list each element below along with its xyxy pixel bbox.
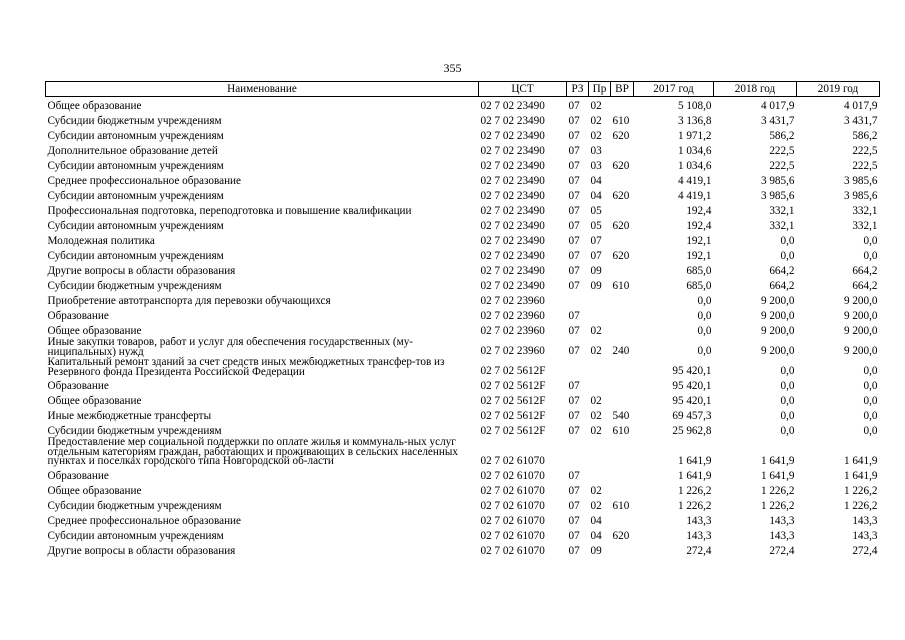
- table-row: [46, 202, 880, 217]
- row-2019: 143,3: [852, 529, 878, 542]
- row-name: Молодежная политика: [47, 235, 155, 247]
- row-cst: 02 7 02 5612F: [480, 380, 546, 392]
- row-vr: [611, 377, 634, 392]
- row-2017: 95 420,1: [672, 395, 712, 407]
- table-row: [46, 407, 880, 422]
- row-2018: 9 200,0: [760, 295, 795, 307]
- row-2017: 1 226,2: [677, 484, 712, 497]
- row-2019: 0,0: [863, 380, 878, 392]
- row-vr: [611, 172, 634, 187]
- row-2018: 272,4: [769, 544, 795, 557]
- row-pr: 09: [590, 265, 602, 277]
- table-row: [46, 142, 880, 157]
- row-2017: 192,4: [686, 220, 712, 232]
- row-name: Приобретение автотранспорта для перевозки обучающихся: [47, 295, 331, 307]
- row-name: Образование: [47, 469, 109, 482]
- row-rz: 07: [568, 280, 580, 292]
- table-header-row: [46, 82, 880, 97]
- row-2017: 5 108,0: [677, 100, 712, 112]
- row-cst: 02 7 02 23490: [480, 160, 545, 172]
- row-2017: 69 457,3: [672, 410, 712, 422]
- row-2019: 0,0: [863, 365, 878, 377]
- row-rz: 07: [568, 395, 580, 407]
- row-rz: 07: [568, 235, 580, 247]
- row-cst: 02 7 02 23490: [480, 265, 545, 277]
- row-name: Субсидии бюджетным учреждениям: [47, 425, 222, 437]
- row-2018: 332,1: [769, 205, 795, 217]
- row-2018: 664,2: [769, 265, 795, 277]
- row-name: Субсидии бюджетным учреждениям: [47, 280, 222, 292]
- row-2017: 4 419,1: [677, 190, 712, 202]
- row-name: Образование: [47, 380, 109, 392]
- row-pr: 04: [590, 190, 602, 202]
- row-pr: 02: [590, 345, 602, 357]
- row-2018: 4 017,9: [760, 100, 795, 112]
- row-pr: 07: [590, 250, 602, 262]
- row-name: Субсидии автономным учреждениям: [47, 190, 224, 202]
- row-2017: 95 420,1: [672, 380, 712, 392]
- row-pr: 02: [590, 499, 602, 512]
- table-row: [46, 527, 880, 542]
- row-pr: [589, 357, 611, 377]
- row-rz: 07: [568, 160, 580, 172]
- table-row: [46, 512, 880, 527]
- row-2017: 272,4: [686, 544, 712, 557]
- row-vr: 620: [612, 130, 630, 142]
- table-row: [46, 292, 880, 307]
- row-2018: 0,0: [780, 365, 795, 377]
- row-name: Общее образование: [47, 395, 142, 407]
- row-name: Другие вопросы в области образования: [47, 265, 236, 277]
- table-row: [46, 247, 880, 262]
- table-row: [46, 97, 880, 113]
- row-name: Образование: [47, 310, 109, 322]
- row-2019: 272,4: [852, 544, 878, 557]
- row-name: Субсидии автономным учреждениям: [47, 250, 224, 262]
- row-pr: 04: [590, 514, 602, 527]
- row-cst: 02 7 02 23490: [480, 280, 545, 292]
- row-pr: 04: [590, 175, 602, 187]
- row-2018: 9 200,0: [760, 310, 795, 322]
- row-2017: 192,4: [686, 205, 712, 217]
- page-number: 355: [443, 61, 462, 75]
- table-row: [46, 392, 880, 407]
- row-name: Дополнительное образование детей: [47, 145, 218, 157]
- row-vr: 620: [612, 160, 630, 172]
- row-vr: [611, 392, 634, 407]
- row-2017: 1 641,9: [677, 469, 712, 482]
- row-2019: 4 017,9: [843, 100, 878, 112]
- row-2017: 3 136,8: [677, 115, 712, 127]
- row-cst: 02 7 02 23490: [480, 205, 545, 217]
- row-cst: 02 7 02 61070: [480, 529, 545, 542]
- row-2018: 3 431,7: [760, 115, 795, 127]
- row-pr: 05: [590, 220, 602, 232]
- row-cst: 02 7 02 23490: [480, 235, 545, 247]
- row-vr: [611, 202, 634, 217]
- row-vr: [611, 467, 634, 482]
- row-name: Субсидии бюджетным учреждениям: [47, 499, 222, 512]
- table-row: [46, 337, 880, 357]
- row-2018: 143,3: [769, 529, 795, 542]
- row-name: Субсидии автономным учреждениям: [47, 220, 224, 232]
- row-rz: 07: [568, 100, 580, 112]
- row-rz: 07: [568, 310, 580, 322]
- row-vr: [611, 97, 634, 113]
- row-2018: 0,0: [780, 250, 795, 262]
- row-pr: 09: [590, 280, 602, 292]
- table-row: [46, 542, 880, 557]
- table-row: [46, 232, 880, 247]
- row-cst: 02 7 02 61070: [480, 469, 545, 482]
- row-cst: 02 7 02 61070: [480, 544, 545, 557]
- row-vr: [611, 262, 634, 277]
- table-row: [46, 112, 880, 127]
- row-rz: 07: [568, 265, 580, 277]
- row-pr: 02: [590, 115, 602, 127]
- table-row: [46, 437, 880, 467]
- row-2017: 0,0: [697, 345, 712, 357]
- row-pr: 03: [590, 160, 602, 172]
- row-pr: 02: [590, 100, 602, 112]
- row-2019: 3 985,6: [843, 175, 878, 187]
- row-2018: 1 226,2: [760, 499, 795, 512]
- header-rz: РЗ: [567, 82, 589, 97]
- row-vr: [611, 512, 634, 527]
- row-name: Субсидии бюджетным учреждениям: [47, 115, 222, 127]
- row-pr: 02: [590, 130, 602, 142]
- row-2017: 0,0: [697, 295, 712, 307]
- table-row: [46, 322, 880, 337]
- row-vr: 540: [612, 410, 630, 422]
- row-rz: 07: [568, 250, 580, 262]
- row-2017: 1 226,2: [677, 499, 712, 512]
- row-2017: 0,0: [697, 310, 712, 322]
- row-vr: [611, 292, 634, 307]
- row-rz: 07: [568, 145, 580, 157]
- row-vr: 610: [612, 115, 630, 127]
- row-rz: [567, 437, 589, 467]
- row-2017: 192,1: [686, 250, 712, 262]
- row-2018: 222,5: [769, 145, 795, 157]
- row-name: Общее образование: [47, 325, 142, 337]
- row-2018: 586,2: [769, 130, 795, 142]
- row-2019: 664,2: [852, 280, 878, 292]
- row-2019: 3 431,7: [843, 115, 878, 127]
- row-2018: 143,3: [769, 514, 795, 527]
- table-row: [46, 217, 880, 232]
- row-cst: 02 7 02 23490: [480, 100, 545, 112]
- row-2019: 1 641,9: [843, 469, 878, 482]
- row-pr: 09: [590, 544, 602, 557]
- row-2018: 9 200,0: [760, 325, 795, 337]
- row-rz: 07: [568, 484, 580, 497]
- row-rz: 07: [568, 115, 580, 127]
- row-cst: 02 7 02 5612F: [480, 425, 546, 437]
- row-name: Другие вопросы в области образования: [47, 544, 236, 557]
- row-cst: 02 7 02 5612F: [480, 395, 546, 407]
- table-body: [46, 97, 880, 557]
- table-row: [46, 482, 880, 497]
- row-2019: 9 200,0: [843, 345, 878, 357]
- row-name: Иные закупки товаров, работ и услуг для обеспечения государственных (му-ниципальных) нужд: [47, 337, 414, 357]
- row-cst: 02 7 02 23490: [480, 220, 545, 232]
- table-row: [46, 262, 880, 277]
- row-2019: 664,2: [852, 265, 878, 277]
- row-pr: 02: [590, 395, 602, 407]
- row-2019: 586,2: [852, 130, 878, 142]
- row-pr: [589, 437, 611, 467]
- row-rz: 07: [568, 190, 580, 202]
- table-row: [46, 422, 880, 437]
- row-rz: 07: [568, 499, 580, 512]
- row-2018: 0,0: [780, 410, 795, 422]
- row-pr: 02: [590, 325, 602, 337]
- header-2019: 2019 год: [797, 82, 880, 97]
- row-cst: 02 7 02 61070: [480, 499, 545, 512]
- row-rz: [567, 292, 589, 307]
- table-row: [46, 357, 880, 377]
- row-2019: 332,1: [852, 220, 878, 232]
- row-pr: [589, 307, 611, 322]
- row-vr: [611, 307, 634, 322]
- row-2018: 1 226,2: [760, 484, 795, 497]
- row-2017: 0,0: [697, 325, 712, 337]
- row-pr: [589, 467, 611, 482]
- table-row: [46, 127, 880, 142]
- row-2017: 4 419,1: [677, 175, 712, 187]
- row-rz: 07: [568, 425, 580, 437]
- row-2019: 0,0: [863, 235, 878, 247]
- row-vr: 240: [612, 345, 630, 357]
- row-2019: 0,0: [863, 410, 878, 422]
- row-2019: 0,0: [863, 395, 878, 407]
- row-2018: 0,0: [780, 380, 795, 392]
- table-row: [46, 157, 880, 172]
- row-rz: 07: [568, 514, 580, 527]
- table-row: [46, 172, 880, 187]
- row-cst: 02 7 02 61070: [480, 514, 545, 527]
- row-rz: 07: [568, 130, 580, 142]
- row-2017: 1 034,6: [677, 160, 712, 172]
- row-vr: 610: [612, 425, 630, 437]
- row-pr: 04: [590, 529, 602, 542]
- row-name: Профессиональная подготовка, переподготовка и повышение квалификации: [47, 205, 412, 217]
- table-row: [46, 277, 880, 292]
- row-cst: 02 7 02 61070: [480, 454, 545, 467]
- row-rz: 07: [568, 205, 580, 217]
- row-cst: 02 7 02 23490: [480, 250, 545, 262]
- row-2019: 332,1: [852, 205, 878, 217]
- row-2017: 143,3: [686, 514, 712, 527]
- row-rz: 07: [568, 380, 580, 392]
- row-pr: [589, 377, 611, 392]
- row-name: Среднее профессиональное образование: [47, 175, 242, 187]
- row-2018: 3 985,6: [760, 175, 795, 187]
- row-2019: 1 226,2: [843, 499, 878, 512]
- row-name: Среднее профессиональное образование: [47, 514, 242, 527]
- row-pr: 02: [590, 425, 602, 437]
- row-2017: 95 420,1: [672, 365, 712, 377]
- row-pr: 02: [590, 410, 602, 422]
- row-cst: 02 7 02 23490: [480, 175, 545, 187]
- row-vr: 610: [612, 499, 630, 512]
- row-vr: 620: [612, 190, 630, 202]
- row-vr: [611, 482, 634, 497]
- row-name: Субсидии автономным учреждениям: [47, 160, 224, 172]
- row-name: Субсидии автономным учреждениям: [47, 529, 224, 542]
- table-row: [46, 467, 880, 482]
- row-rz: 07: [568, 529, 580, 542]
- row-2019: 1 641,9: [843, 454, 878, 467]
- row-2019: 222,5: [852, 145, 878, 157]
- table-row: [46, 187, 880, 202]
- row-name: Капитальный ремонт зданий за счет средств иных межбюджетных трансфер-тов из Резервного фонда Президента Российской Федерации: [47, 357, 445, 377]
- row-2017: 1 034,6: [677, 145, 712, 157]
- row-rz: 07: [568, 544, 580, 557]
- row-vr: 620: [612, 220, 630, 232]
- row-vr: 620: [612, 250, 630, 262]
- row-rz: 07: [568, 345, 580, 357]
- row-pr: 07: [590, 235, 602, 247]
- row-cst: 02 7 02 23960: [480, 295, 545, 307]
- row-name: Субсидии автономным учреждениям: [47, 130, 224, 142]
- row-2019: 1 226,2: [843, 484, 878, 497]
- row-vr: 610: [612, 280, 630, 292]
- row-cst: 02 7 02 61070: [480, 484, 545, 497]
- row-2018: 0,0: [780, 395, 795, 407]
- row-2017: 143,3: [686, 529, 712, 542]
- row-cst: 02 7 02 23960: [480, 345, 545, 357]
- row-2018: 0,0: [780, 235, 795, 247]
- row-name: Предоставление мер социальной поддержки по оплате жилья и коммуналь-ных услуг отдельным категориям граждан, работающих и проживающих в сельских населенных пунктах и поселках городского типа Новгородской об-ласти: [47, 437, 458, 467]
- row-rz: 07: [568, 175, 580, 187]
- row-2017: 192,1: [686, 235, 712, 247]
- row-2018: 664,2: [769, 280, 795, 292]
- row-2019: 143,3: [852, 514, 878, 527]
- row-rz: 07: [568, 410, 580, 422]
- row-2019: 3 985,6: [843, 190, 878, 202]
- row-2018: 0,0: [780, 425, 795, 437]
- row-2018: 3 985,6: [760, 190, 795, 202]
- row-cst: 02 7 02 5612F: [480, 365, 546, 377]
- row-rz: 07: [568, 325, 580, 337]
- row-vr: [611, 357, 634, 377]
- row-2019: 222,5: [852, 160, 878, 172]
- budget-table: [45, 81, 880, 557]
- row-2019: 9 200,0: [843, 295, 878, 307]
- row-2017: 685,0: [686, 265, 712, 277]
- table-row: [46, 377, 880, 392]
- row-2018: 222,5: [769, 160, 795, 172]
- row-vr: [611, 542, 634, 557]
- header-2018: 2018 год: [714, 82, 797, 97]
- row-name: Иные межбюджетные трансферты: [47, 410, 212, 422]
- row-pr: 02: [590, 484, 602, 497]
- row-pr: 03: [590, 145, 602, 157]
- table-row: [46, 497, 880, 512]
- row-vr: [611, 322, 634, 337]
- row-cst: 02 7 02 23960: [480, 310, 545, 322]
- row-2017: 685,0: [686, 280, 712, 292]
- row-vr: [611, 437, 634, 467]
- header-cst: ЦСТ: [479, 82, 567, 97]
- row-cst: 02 7 02 23490: [480, 145, 545, 157]
- header-name: Наименование: [46, 82, 479, 97]
- row-vr: 620: [612, 529, 630, 542]
- row-2019: 9 200,0: [843, 325, 878, 337]
- header-pr: Пр: [589, 82, 611, 97]
- row-pr: [589, 292, 611, 307]
- row-rz: [567, 357, 589, 377]
- row-cst: 02 7 02 23490: [480, 190, 545, 202]
- row-2018: 1 641,9: [760, 469, 795, 482]
- row-2018: 9 200,0: [760, 345, 795, 357]
- row-2019: 0,0: [863, 250, 878, 262]
- header-2017: 2017 год: [634, 82, 714, 97]
- row-2018: 1 641,9: [760, 454, 795, 467]
- header-vr: ВР: [611, 82, 634, 97]
- row-2019: 0,0: [863, 425, 878, 437]
- row-vr: [611, 232, 634, 247]
- row-2017: 1 641,9: [677, 454, 712, 467]
- row-pr: 05: [590, 205, 602, 217]
- row-name: Общее образование: [47, 484, 142, 497]
- row-2017: 1 971,2: [677, 130, 712, 142]
- row-vr: [611, 142, 634, 157]
- row-cst: 02 7 02 23490: [480, 130, 545, 142]
- row-2019: 9 200,0: [843, 310, 878, 322]
- row-rz: 07: [568, 220, 580, 232]
- row-cst: 02 7 02 23490: [480, 115, 545, 127]
- row-2018: 332,1: [769, 220, 795, 232]
- table-row: [46, 307, 880, 322]
- row-cst: 02 7 02 23960: [480, 325, 545, 337]
- row-name: Общее образование: [47, 100, 142, 112]
- row-rz: 07: [568, 469, 580, 482]
- row-cst: 02 7 02 5612F: [480, 410, 546, 422]
- row-2017: 25 962,8: [672, 425, 712, 437]
